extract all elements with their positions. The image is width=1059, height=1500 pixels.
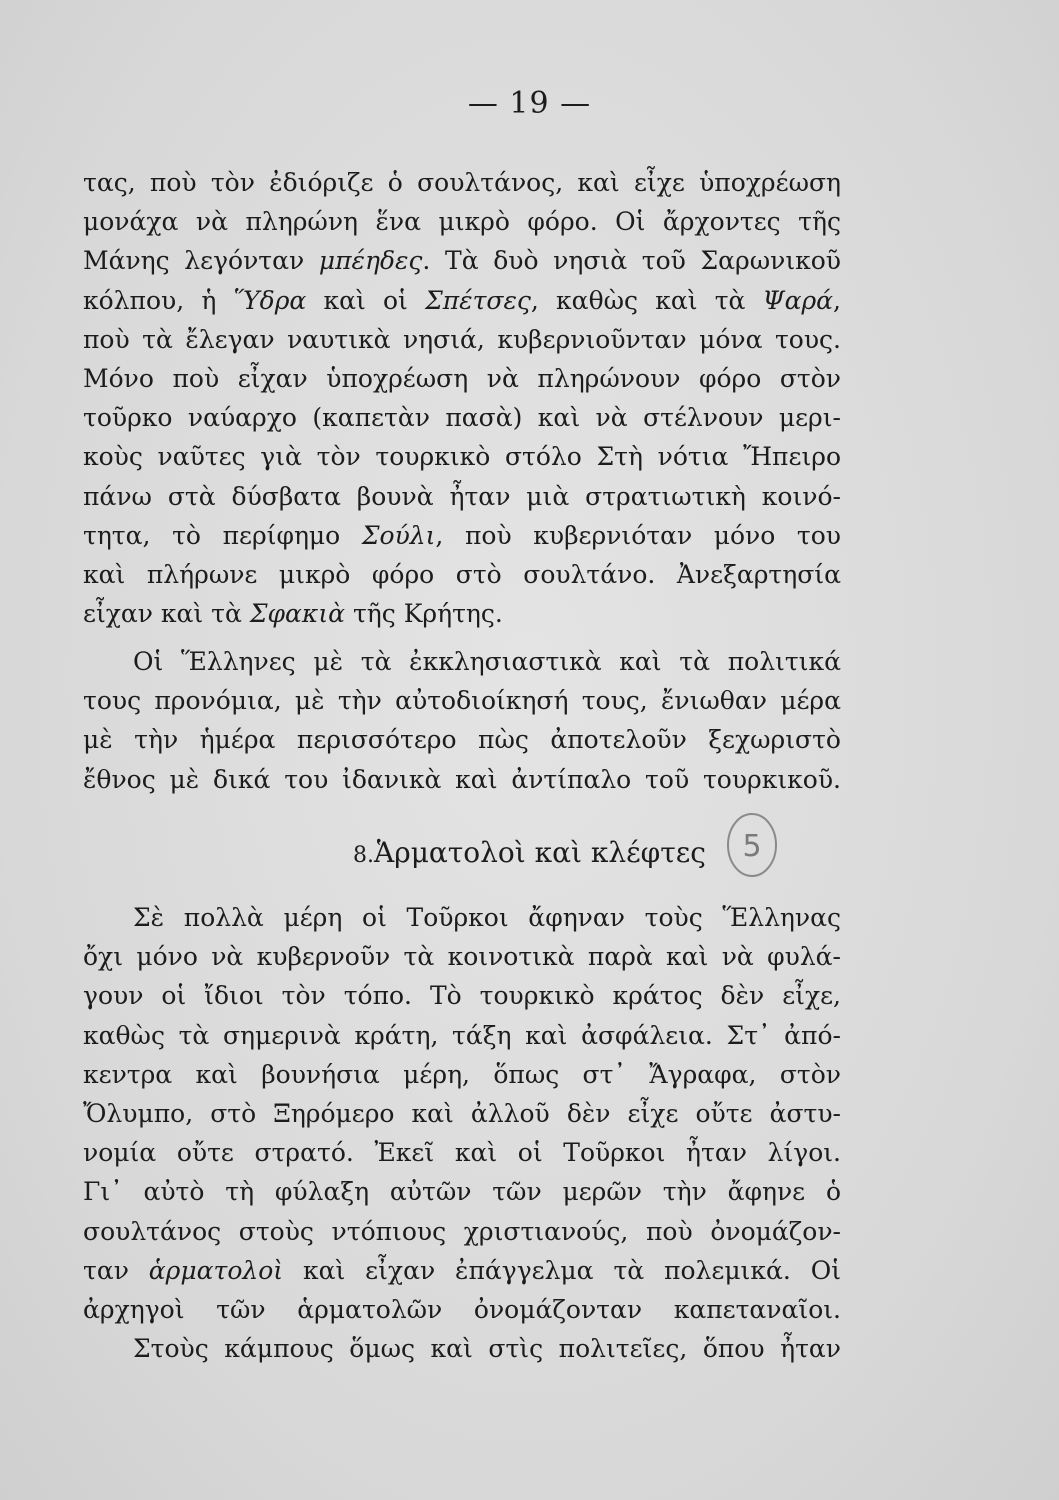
page-number: — 19 —: [467, 86, 592, 121]
italic-term: ἁρματολοὶ: [148, 1255, 284, 1285]
section-number: 8.: [353, 843, 375, 868]
paragraph-maniotes-islands: [83, 163, 841, 633]
text-line: Οἱ Ἕλληνες μὲ τὰ ἐκκλησιαστικὰ καὶ τὰ πολιτικά: [133, 647, 841, 676]
text-line: Γι᾽ αὐτὸ τὴ φύλαξη αὐτῶν τῶν μερῶν τὴν ἄφηνε ὁ: [83, 1177, 841, 1207]
text-line: γουν οἱ ἴδιοι τὸν τόπο. Τὸ τουρκικὸ κράτος δὲν εἶχε,: [83, 981, 841, 1011]
text-line: σουλτάνος στοὺς ντόπιους χριστιανούς, ποὺ ὀνομάζον-: [83, 1216, 841, 1246]
text-line: κοὺς ναῦτες γιὰ τὸν τουρκικὸ στόλο Στὴ νότια Ἤπειρο: [83, 442, 841, 472]
text-line: πάνω στὰ δύσβατα βουνὰ ἦταν μιὰ στρατιωτικὴ κοινό-: [83, 481, 841, 511]
paragraph-greek-nation: [83, 642, 841, 799]
paragraph-armatoloi: [83, 898, 841, 1368]
pencil-annotation-mark: [722, 808, 782, 882]
text-line: νομία οὔτε στρατό. Ἐκεῖ καὶ οἱ Τοῦρκοι ἦταν λίγοι.: [83, 1138, 841, 1168]
text-line: μονάχα νὰ πληρώνη ἕνα μικρὸ φόρο. Οἱ ἄρχοντες τῆς: [83, 207, 841, 237]
text-line: μὲ τὴν ἡμέρα περισσότερο πὼς ἀποτελοῦν ξεχωριστὸ: [83, 725, 841, 755]
text-line: ποὺ τὰ ἔλεγαν ναυτικὰ νησιά, κυβερνιοῦνταν μόνα τους.: [83, 324, 841, 354]
text-line: ἀρχηγοὶ τῶν ἁρματολῶν ὀνομάζονταν καπεταναῖοι.: [83, 1294, 841, 1324]
italic-term: Σφακιὰ: [249, 599, 346, 629]
text-line: κόλπου, ἡ Ὕδρα καὶ οἱ Σπέτσες, καθὼς καὶ τὰ Ψαρά,: [83, 285, 841, 315]
text-line: Μόνο ποὺ εἶχαν ὑποχρέωση νὰ πληρώνουν φόρο στὸν: [83, 363, 841, 393]
text-line: καὶ πλήρωνε μικρὸ φόρο στὸ σουλτάνο. Ἀνεξαρτησία: [83, 559, 841, 589]
italic-term: Ψαρά: [762, 285, 834, 315]
section-heading: [0, 828, 1059, 878]
text-line: τας, ποὺ τὸν ἐδιόριζε ὁ σουλτάνος, καὶ εἶχε ὑποχρέωση: [83, 168, 841, 197]
text-line: ταν ἁρματολοὶ καὶ εἶχαν ἐπάγγελμα τὰ πολεμικά. Οἱ: [83, 1255, 841, 1285]
text-line: Σὲ πολλὰ μέρη οἱ Τοῦρκοι ἄφηναν τοὺς Ἕλληνας: [133, 903, 841, 932]
text-line: ὄχι μόνο νὰ κυβερνοῦν τὰ κοινοτικὰ παρὰ καὶ νὰ φυλά-: [83, 942, 841, 972]
text-line: Στοὺς κάμπους ὅμως καὶ στὶς πολιτεῖες, ὅπου ἦταν: [133, 1334, 841, 1364]
italic-term: Ὕδρα: [233, 285, 307, 315]
italic-term: Σπέτσες: [425, 285, 531, 315]
italic-term: Σούλι: [361, 520, 436, 550]
text-line: τητα, τὸ περίφημο Σούλι, ποὺ κυβερνιόταν μόνο του: [83, 520, 841, 550]
italic-term: μπέηδες: [318, 246, 423, 276]
text-line: ἔθνος μὲ δικά του ἰδανικὰ καὶ ἀντίπαλο τοῦ τουρκικοῦ.: [83, 764, 841, 794]
text-line: τους προνόμια, μὲ τὴν αὐτοδιοίκησή τους, ἔνιωθαν μέρα: [83, 686, 841, 716]
text-line: κεντρα καὶ βουνήσια μέρη, ὅπως στ᾽ Ἄγραφα, στὸν: [83, 1059, 841, 1089]
text-line: εἶχαν καὶ τὰ Σφακιὰ τῆς Κρήτης.: [83, 599, 503, 629]
text-line: τοῦρκο ναύαρχο (καπετὰν πασὰ) καὶ νὰ στέλνουν μερι-: [83, 403, 841, 433]
section-title: Ἁρματολοὶ καὶ κλέφτες: [374, 836, 706, 869]
pencil-mark-text: 5: [742, 829, 762, 864]
text-line: Ὄλυμπο, στὸ Ξηρόμερο καὶ ἀλλοῦ δὲν εἶχε οὔτε ἀστυ-: [83, 1098, 841, 1128]
text-line: Μάνης λεγόνταν μπέηδες. Τὰ δυὸ νησιὰ τοῦ Σαρωνικοῦ: [83, 246, 842, 276]
text-line: καθὼς τὰ σημερινὰ κράτη, τάξη καὶ ἀσφάλεια. Στ᾽ ἀπό-: [83, 1020, 841, 1050]
